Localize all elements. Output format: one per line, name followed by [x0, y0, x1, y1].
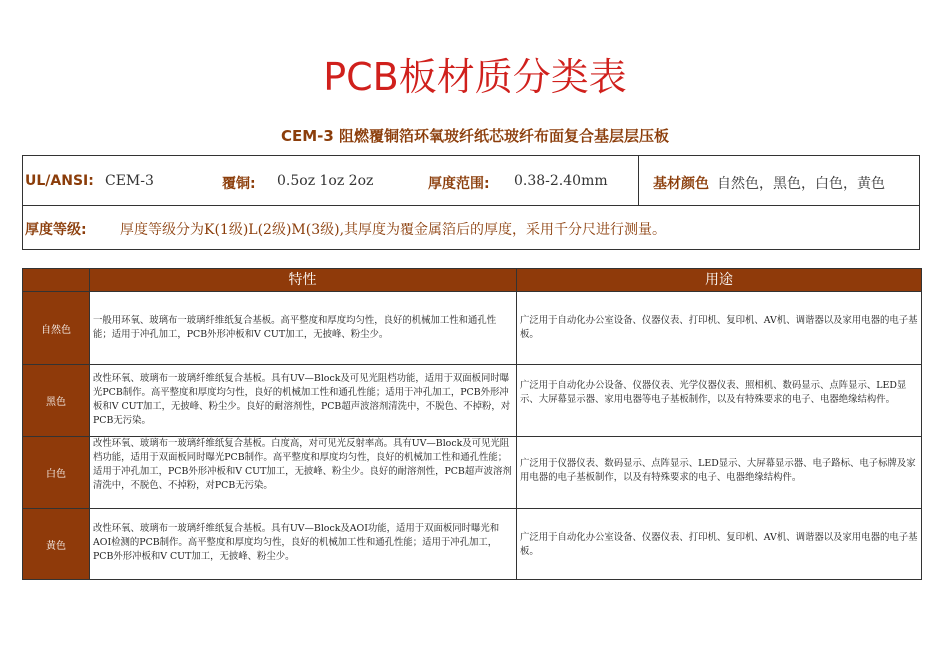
usage-white: 广泛用于仪器仪表、数码显示、点阵显示、LED显示、大屏幕显示器、电子路标、电子标牌及家用电器的电子基板制作，以及有特殊要求的电子、电器绝缘结构件。 [520, 458, 916, 483]
row-label-white: 白色 [23, 437, 89, 508]
copper-value: 0.5oz 1oz 2oz [277, 173, 374, 189]
page-title: PCB板材质分类表 [323, 55, 627, 99]
feature-natural: 一般用环氧、玻璃布一玻璃纤维纸复合基板。高平整度和厚度均匀性，良好的机械加工性和通孔性能；适用于冲孔加工，PCB外形冲板和V CUT加工，无披峰、粉尘少。 [93, 315, 497, 340]
header-usage: 用途 [517, 269, 921, 291]
info-divider [638, 156, 639, 205]
color-value: 自然色，黑色，白色，黄色 [717, 176, 885, 192]
thickness-label: 厚度范围: [428, 176, 490, 192]
usage-yellow: 广泛用于自动化办公室设备、仪器仪表、打印机、复印机、AV机、调谐器以及家用电器的电子基板。 [520, 532, 918, 557]
usage-natural: 广泛用于自动化办公室设备、仪器仪表、打印机、复印机、AV机、调谐器以及家用电器的电子基板。 [520, 315, 918, 340]
header-corner [23, 269, 89, 291]
thickness-value: 0.38-2.40mm [514, 173, 608, 189]
copper-label: 覆铜: [222, 176, 256, 192]
header-feature: 特性 [89, 269, 516, 291]
spec-row-main [23, 156, 919, 206]
row-label-yellow: 黄色 [23, 509, 89, 579]
feature-yellow: 改性环氧、玻璃布一玻璃纤维纸复合基板。具有UV—Block及AOI功能，适用于双面板同时曝光和AOI检测的PCB制作。高平整度和厚度均匀性，良好的机械加工性和通孔性能；适用于冲孔加工，PCB外形冲板和V CUT加工，无披峰、粉尘少。 [93, 523, 500, 562]
properties-table [22, 268, 922, 580]
page-subtitle: CEM-3 阻燃覆铜箔环氧玻纤纸芯玻纤布面复合基层层压板 [280, 127, 670, 145]
row-divider [23, 291, 921, 292]
row-label-natural: 自然色 [23, 292, 89, 364]
row-label-black: 黑色 [23, 365, 89, 436]
ul-value: CEM-3 [105, 173, 154, 189]
feature-white: 改性环氧、玻璃布一玻璃纤维纸复合基板。白度高，对可见光反射率高。具有UV—Block及可见光阻档功能，适用于双面板同时曝光PCB制作。高平整度和厚度均匀性，良好的机械加工性和通孔性能；适用于冲孔加工，PCB外形冲板和V CUT加工，无披峰、粉尘少。良好的耐溶剂性，PCB超声波溶剂清洗中，不脱色、不掉粉，对PCB无污染。 [93, 438, 512, 491]
row-divider [23, 364, 921, 365]
feature-black: 改性环氧、玻璃布一玻璃纤维纸复合基板。具有UV—Block及可见光阻档功能，适用于双面板同时曝光PCB制作。高平整度和厚度均匀性，良好的机械加工性和通孔性能；适用于冲孔加工，PCB外形冲板和V CUT加工，无披峰、粉尘少。良好的耐溶剂性，PCB超声波溶剂清洗中，不脱色、不掉粉，对PCB无污染。 [93, 373, 511, 426]
row-divider [23, 508, 921, 509]
ul-label: UL/ANSI: [25, 173, 94, 189]
usage-black: 广泛用于自动化办公设备、仪器仪表、光学仪器仪表、照相机、数码显示、点阵显示、LED显示、大屏幕显示器、家用电器等电子基板制作，以及有特殊要求的电子、电器绝缘结构件。 [520, 380, 907, 405]
spec-row-grade [23, 205, 919, 250]
color-label: 基材颜色 [653, 176, 709, 192]
grade-label: 厚度等级: [25, 222, 87, 238]
spec-info-box [22, 155, 920, 250]
grade-value: 厚度等级分为K(1级)L(2级)M(3级),其厚度为覆金属箔后的厚度，采用千分尺进行测量。 [120, 222, 667, 238]
